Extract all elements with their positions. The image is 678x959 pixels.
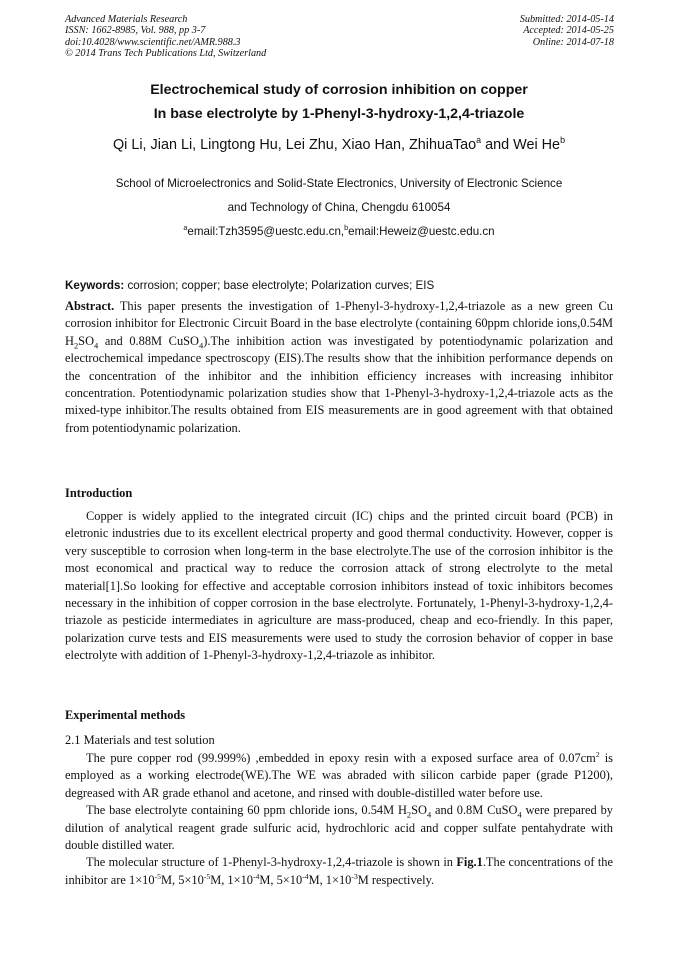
abstract-sub: 4 xyxy=(199,340,204,351)
author-sup-b: b xyxy=(560,135,566,146)
para-text: were prepared by dilution of analytical reagent grade sulfuric acid, hydrochloric acid and copper sulfate pentahydrate with double distilled water. xyxy=(65,803,613,853)
para-text: M, 5×10 xyxy=(259,872,303,887)
paper-title-line-1: Electrochemical study of corrosion inhibition on copper xyxy=(150,82,528,98)
abstract-text: This paper presents the investigation of 1-Phenyl-3-hydroxy-1,2,4-triazole as a new green Cu corrosion inhibitor for Electronic Circuit Board in the base electrolyte (containing 60ppm chloride ions,0.54M H xyxy=(65,299,613,348)
para-sub: 4 xyxy=(426,809,432,820)
journal-copyright: © 2014 Trans Tech Publications Ltd, Switzerland xyxy=(65,48,267,60)
abstract-text: and 0.88M CuSO xyxy=(98,333,199,348)
affiliation-line-1: School of Microelectronics and Solid-State Electronics, University of Electronic Science xyxy=(115,177,563,190)
para-text: .The concentrations of the inhibitor are 1×10 xyxy=(65,855,613,887)
journal-header-left xyxy=(65,14,266,60)
introduction-paragraph: Copper is widely applied to the integrated circuit (IC) chips and the printed circuit board (PCB) in eletronic industries due to its excellent electrical property and good thermal conductivity. However, copper is very susceptible to corrosion when long-term in the base electrolyte.The use of the corrosion inhibitor is the most economical and practical way to reduce the corrosion attack of strong electrolyte to the metal material[1].So looking for effective and acceptable corrosion inhibitors instead of toxic inhibitors becomes necessary in the inhibition of copper corrosion in the base electrolyte. Fortunately, 1-Phenyl-3-hydroxy-1,2,4-triazole as pesticide intermediates in agriculture are mass-produced, cheap and eco-friendly. In this paper, polarization curve tests and EIS measurements were used to study the corrosion behavior of copper in base electrolyte with addition of 1-Phenyl-3-hydroxy-1,2,4-triazole as inhibitor. xyxy=(65,509,613,663)
paper-title-line-2: In base electrolyte by 1-Phenyl-3-hydroxy-1,2,4-triazole xyxy=(153,106,525,122)
exponent: -4 xyxy=(302,871,309,881)
affiliation-line-2: and Technology of China, Chengdu 610054 xyxy=(227,201,451,214)
para-text: M, 1×10 xyxy=(308,872,352,887)
experimental-heading: Experimental methods xyxy=(65,708,186,722)
exponent: -4 xyxy=(252,871,260,881)
author-names: Qi Li, Jian Li, Lingtong Hu, Lei Zhu, Xiao Han, ZhihuaTao xyxy=(112,137,477,153)
para-text: The base electrolyte containing 60 ppm chloride ions, 0.54M H xyxy=(86,803,407,818)
para-text: is employed as a working electrode(WE).The WE was abraded with silicon carbide paper (grade P1200), degreased with AR grade ethanol and acetone, and rinsed with double-distilled water before use. xyxy=(65,751,613,800)
exponent: -5 xyxy=(203,871,211,881)
introduction-heading: Introduction xyxy=(65,486,133,500)
journal-header-right xyxy=(520,14,614,48)
keywords-label: Keywords: xyxy=(65,279,125,292)
keywords-text: corrosion; copper; base electrolyte; Polarization curves; EIS xyxy=(124,279,435,292)
abstract xyxy=(65,298,613,437)
email-sup-a: a xyxy=(183,223,188,233)
online-date: Online: 2014-07-18 xyxy=(532,36,614,48)
para-sub: 2 xyxy=(406,809,412,820)
email-b: email:Heweiz@uestc.edu.cn xyxy=(348,225,495,238)
author-list xyxy=(0,137,678,153)
materials-paragraph xyxy=(65,750,613,802)
exponent: -5 xyxy=(154,871,161,881)
para-text: and 0.8M CuSO xyxy=(431,803,518,818)
accepted-date: Accepted: 2014-05-25 xyxy=(523,25,614,37)
para-text: M respectively. xyxy=(357,872,435,887)
author-last: and Wei He xyxy=(481,137,561,153)
introduction-body xyxy=(65,508,613,665)
para-sup: 2 xyxy=(595,749,600,759)
figure-reference: Fig.1 xyxy=(456,855,483,870)
concentration-paragraph xyxy=(65,854,613,889)
email-sup-b: b xyxy=(344,223,349,233)
author-sup-a: a xyxy=(476,135,482,146)
abstract-text: SO xyxy=(78,333,95,348)
para-text: The pure copper rod (99.999%) ,embedded in epoxy resin with a exposed surface area of 0.07cm xyxy=(86,751,596,765)
electrolyte-paragraph xyxy=(65,802,613,854)
para-text: M, 5×10 xyxy=(160,872,204,887)
author-emails xyxy=(0,225,678,238)
abstract-text: ).The inhibition action was investigated by potentiodynamic polarization and electrochemical impedance spectroscopy (EIS).The results show that the inhibition performance depends on the concentration of the inhibitor and the inhibition efficiency increases with increasing inhibitor concentration. Potentiodynamic polarization studies show that 1-Phenyl-3-hydroxy-1,2,4-triazole acts as the mixed-type inhibitor.The results obtained from EIS measurements are in good agreement with that obtained from potentiodynamic polarization. xyxy=(65,333,614,435)
journal-doi: doi:10.4028/www.scientific.net/AMR.988.3 xyxy=(65,36,241,48)
journal-name: Advanced Materials Research xyxy=(65,14,188,25)
para-text: SO xyxy=(411,803,427,818)
exponent: -3 xyxy=(351,871,358,881)
para-sub: 4 xyxy=(517,809,522,820)
experimental-body xyxy=(65,750,613,889)
submitted-date: Submitted: 2014-05-14 xyxy=(519,14,614,25)
keywords xyxy=(65,279,434,292)
para-text: The molecular structure of 1-Phenyl-3-hydroxy-1,2,4-triazole is shown in xyxy=(86,855,457,870)
para-text: M, 1×10 xyxy=(210,872,253,887)
materials-subheading: 2.1 Materials and test solution xyxy=(65,733,215,747)
abstract-label: Abstract. xyxy=(65,299,115,313)
journal-issn: ISSN: 1662-8985, Vol. 988, pp 3-7 xyxy=(65,25,206,37)
email-a: email:Tzh3595@uestc.edu.cn, xyxy=(187,225,345,238)
abstract-sub: 4 xyxy=(94,340,99,351)
abstract-sub: 2 xyxy=(73,340,79,351)
